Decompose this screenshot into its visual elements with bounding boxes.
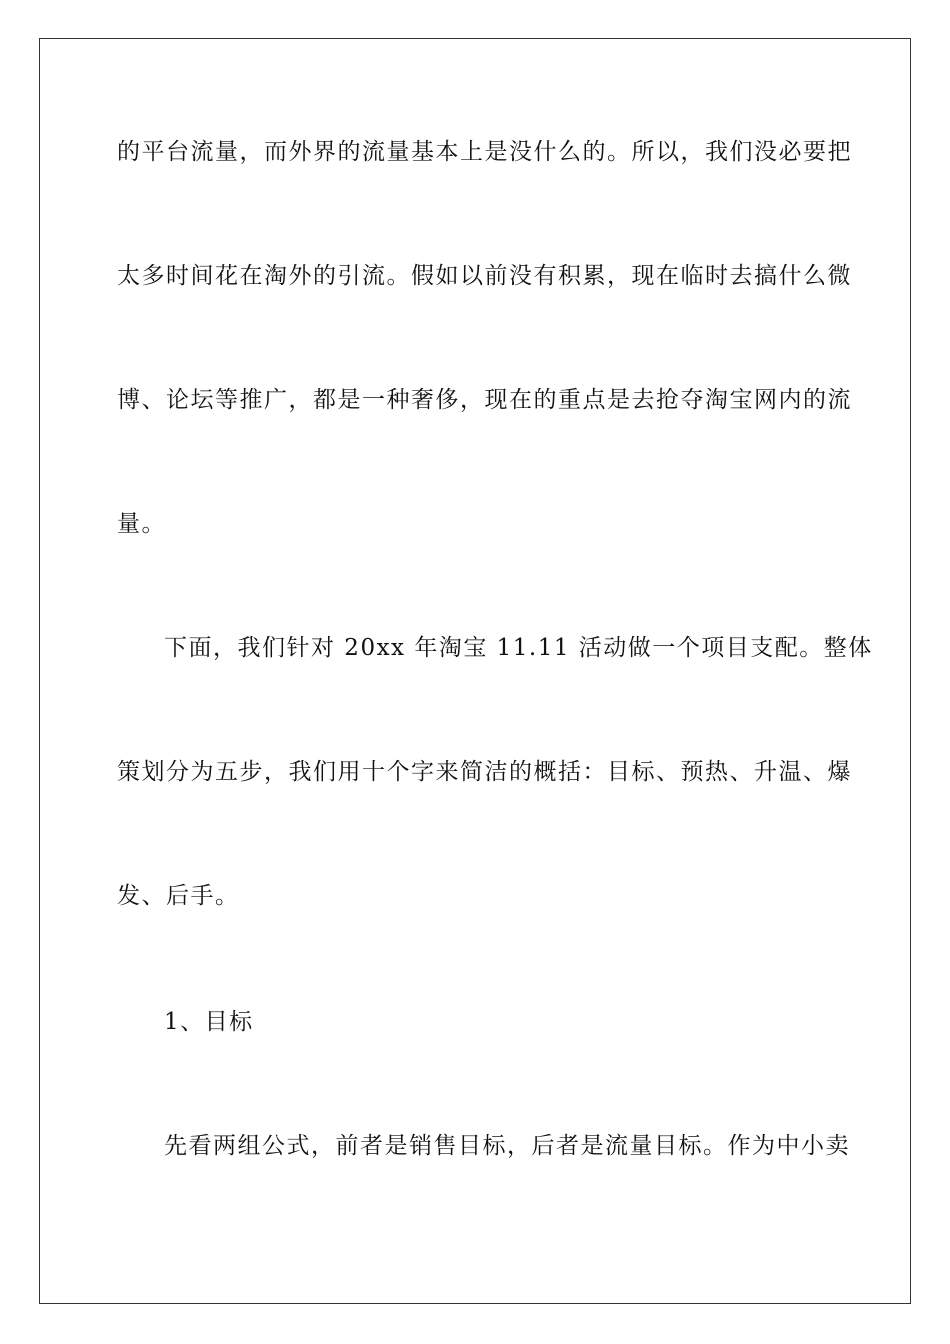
paragraph-line-7: 发、后手。 xyxy=(117,883,240,909)
paragraph-line-3: 博、论坛等推广，都是一种奢侈，现在的重点是去抢夺淘宝网内的流 xyxy=(117,387,852,413)
paragraph-line-5: 下面，我们针对 20xx 年淘宝 11.11 活动做一个项目支配。整体 xyxy=(164,635,873,661)
paragraph-line-4: 量。 xyxy=(117,511,166,537)
section-heading-target: 1、目标 xyxy=(164,1009,254,1035)
page-border xyxy=(39,38,911,1304)
paragraph-line-2: 太多时间花在淘外的引流。假如以前没有积累，现在临时去搞什么微 xyxy=(117,263,852,289)
paragraph-line-6: 策划分为五步，我们用十个字来简洁的概括：目标、预热、升温、爆 xyxy=(117,759,852,785)
paragraph-line-9: 先看两组公式，前者是销售目标，后者是流量目标。作为中小卖 xyxy=(164,1133,850,1159)
paragraph-line-1: 的平台流量，而外界的流量基本上是没什么的。所以，我们没必要把 xyxy=(117,139,852,165)
